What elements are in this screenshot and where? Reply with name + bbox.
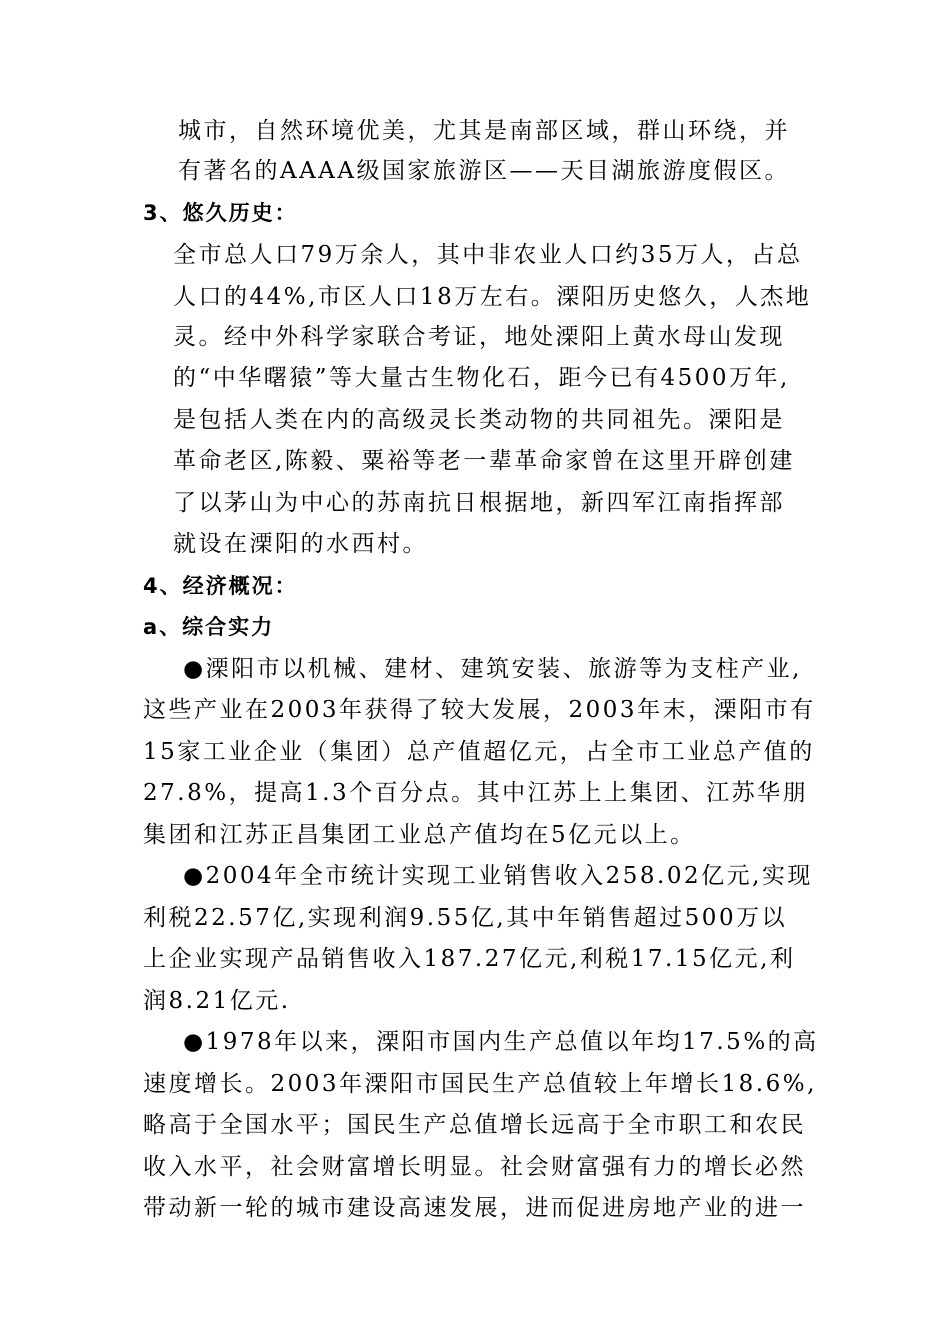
history-line: 了以茅山为中心的苏南抗日根据地，新四军江南指挥部 [173, 490, 785, 516]
history-line: 革命老区,陈毅、粟裕等老一辈革命家曾在这里开辟创建 [173, 448, 795, 474]
history-line: 灵。经中外科学家联合考证，地处溧阳上黄水母山发现 [173, 324, 785, 350]
paragraph-line: 润8.21亿元. [143, 988, 291, 1014]
paragraph-line: 这些产业在2003年获得了较大发展，2003年末，溧阳市有 [143, 697, 816, 723]
history-line: 的“中华曙猿”等大量古生物化石，距今已有4500万年, [173, 365, 790, 391]
history-line: 就设在溧阳的水西村。 [173, 531, 428, 557]
intro-line: 城市，自然环境优美，尤其是南部区域，群山环绕，并 [178, 118, 790, 144]
section-heading-economy: 4、经济概况： [143, 574, 298, 598]
paragraph-line: 速度增长。2003年溧阳市国民生产总值较上年增长18.6%, [143, 1071, 817, 1097]
paragraph-line: 集团和江苏正昌集团工业总产值均在5亿元以上。 [143, 822, 696, 848]
paragraph-line: 15家工业企业（集团）总产值超亿元，占全市工业总产值的 [143, 739, 815, 765]
paragraph-line: ●溧阳市以机械、建材、建筑安装、旅游等为支柱产业, [183, 656, 802, 682]
paragraph-line: 带动新一轮的城市建设高速发展，进而促进房地产业的进一 [143, 1195, 806, 1221]
history-line: 人口的44%,市区人口18万左右。溧阳历史悠久，人杰地 [173, 284, 812, 310]
paragraph-line: 利税22.57亿,实现利润9.55亿,其中年销售超过500万以 [143, 905, 788, 931]
section-heading-history: 3、悠久历史： [143, 201, 298, 225]
paragraph-line: ●1978年以来，溧阳市国内生产总值以年均17.5%的高 [183, 1029, 819, 1055]
history-line: 是包括人类在内的高级灵长类动物的共同祖先。溧阳是 [173, 407, 785, 433]
paragraph-line: 收入水平，社会财富增长明显。社会财富强有力的增长必然 [143, 1154, 806, 1180]
paragraph-line: 27.8%，提高1.3个百分点。其中江苏上上集团、江苏华朋 [143, 780, 809, 806]
subheading-overall-strength: a、综合实力 [143, 615, 275, 639]
paragraph-line: 略高于全国水平；国民生产总值增长远高于全市职工和农民 [143, 1112, 806, 1138]
paragraph-line: ●2004年全市统计实现工业销售收入258.02亿元,实现 [183, 863, 813, 889]
history-line: 全市总人口79万余人，其中非农业人口约35万人，占总 [173, 242, 803, 268]
paragraph-line: 上企业实现产品销售收入187.27亿元,利税17.15亿元,利 [143, 946, 796, 972]
intro-line: 有著名的AAAA级国家旅游区——天目湖旅游度假区。 [178, 158, 790, 184]
